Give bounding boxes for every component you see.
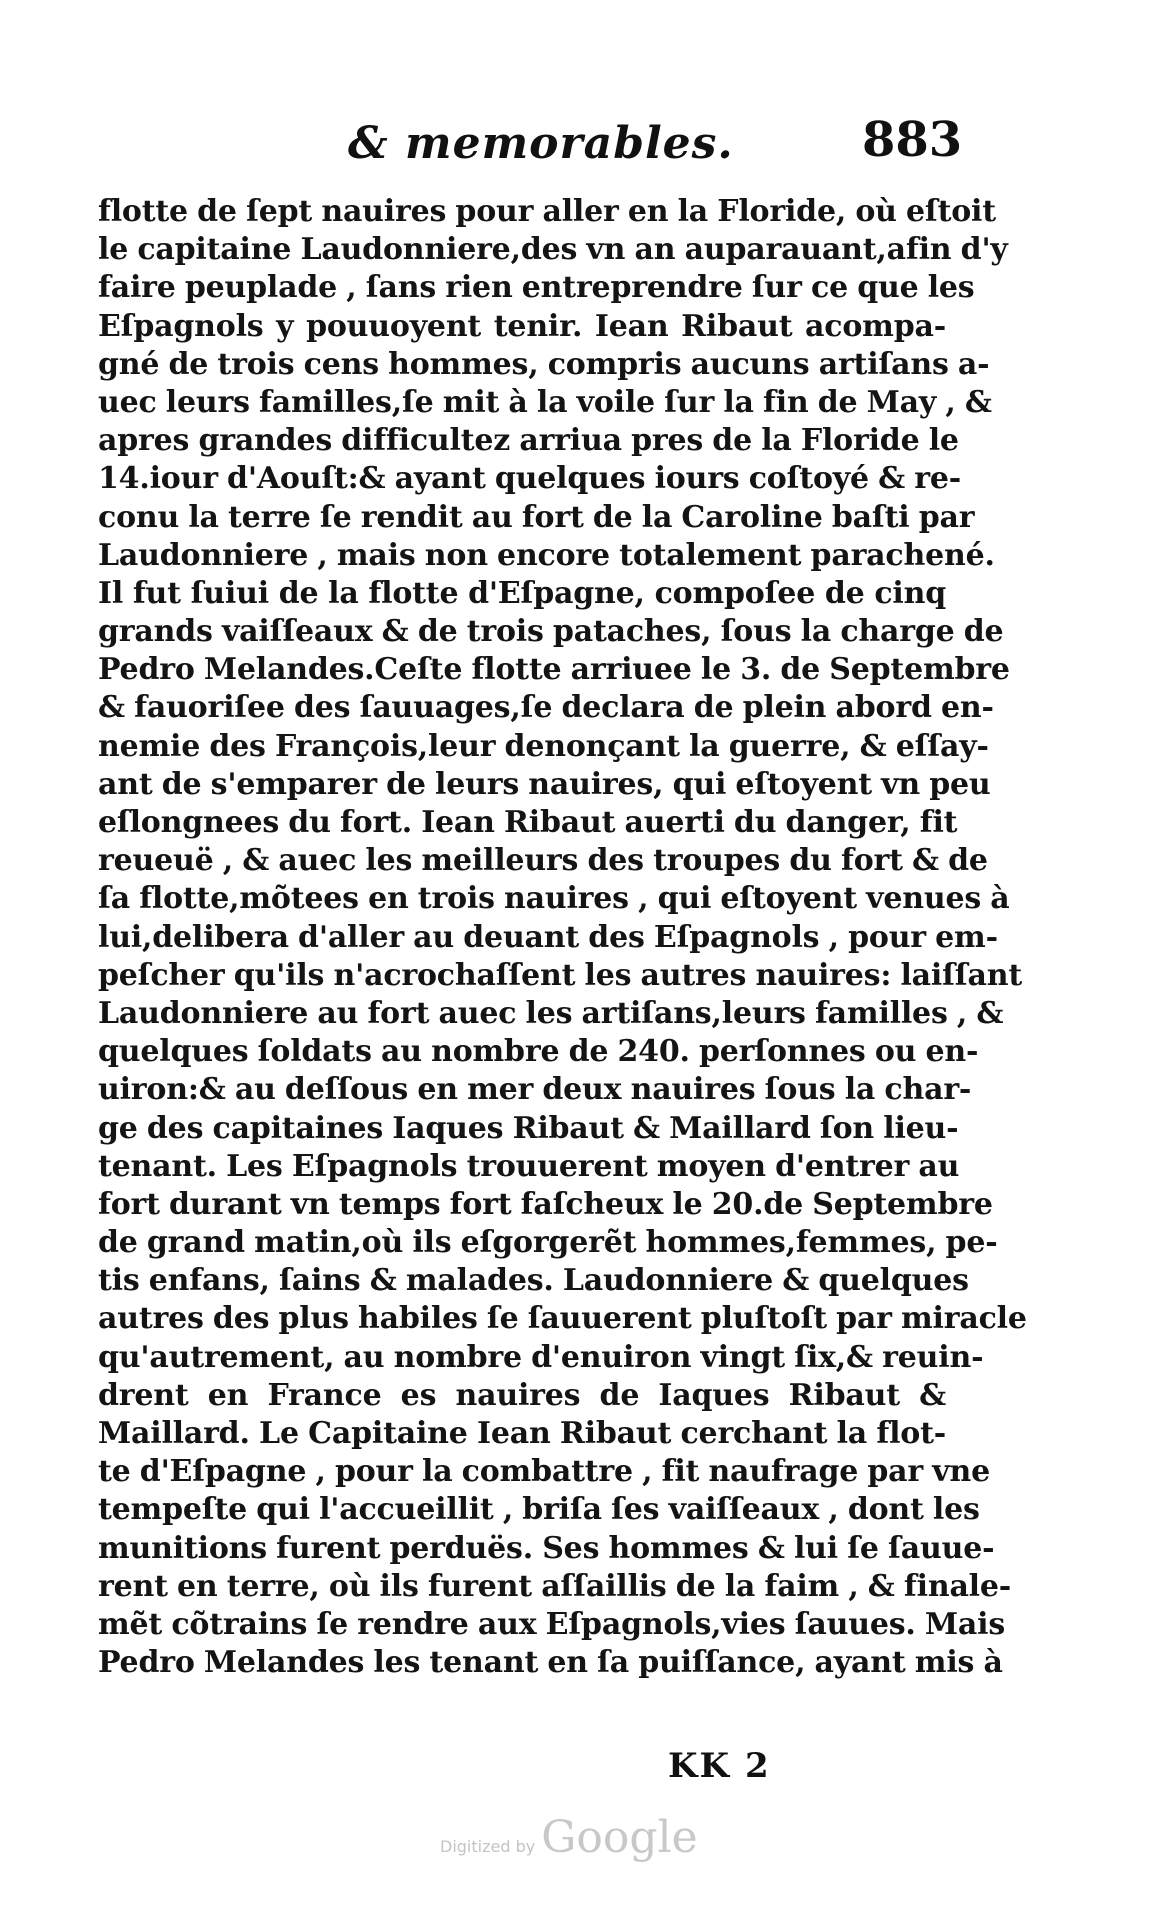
text-line: Eſpagnols y pouuoyent tenir. Iean Ribaut acompa-: [98, 308, 946, 344]
text-line: te d'Eſpagne , pour la combattre , fit naufrage par vne: [98, 1454, 990, 1490]
text-line: Il fut ſuiui de la flotte d'Eſpagne, compoſee de cinq: [98, 575, 946, 611]
text-line: tempeſte qui l'accueillit , briſa ſes vaiſſeaux , dont les: [98, 1492, 980, 1528]
text-line: Pedro Melandes.Ceſte flotte arriuee le 3. de Septembre: [98, 652, 1010, 688]
text-line: rent en terre, où ils furent aſſaillis de la faim , & finale-: [98, 1568, 1012, 1604]
text-line: grands vaiſſeaux & de trois pataches, ſous la charge de: [98, 614, 1004, 650]
text-line: autres des plus habiles ſe ſauuerent pluſtoſt par miracle: [98, 1301, 1027, 1337]
text-line: reueuë , & auec les meilleurs des troupes du fort & de: [98, 843, 988, 879]
text-line: eſlongnees du fort. Iean Ribaut auerti du danger, fit: [98, 805, 958, 840]
text-line: conu la terre ſe rendit au fort de la Caroline baſti par: [98, 499, 975, 535]
page-number: 883: [862, 112, 963, 168]
text-line: & fauoriſee des ſauuages,ſe declara de plein abord en-: [98, 690, 994, 726]
text-line: peſcher qu'ils n'acrochaſſent les autres nauires: laiſſant: [98, 957, 1022, 993]
text-line: Laudonniere au fort auec les artiſans,leurs familles , &: [98, 995, 1004, 1031]
text-line: lui,delibera d'aller au deuant des Eſpagnols , pour em-: [98, 919, 998, 955]
text-line: Maillard. Le Capitaine Iean Ribaut cerchant la flot-: [98, 1416, 946, 1451]
text-line: munitions furent perduës. Ses hommes & lui ſe ſauue-: [98, 1530, 995, 1566]
google-logo: Google: [541, 1812, 698, 1863]
digitized-label: Digitized by: [440, 1837, 536, 1856]
text-line: ge des capitaines Iaques Ribaut & Maillard ſon lieu-: [98, 1110, 959, 1146]
text-line: drent en France es nauires de Iaques Ribaut &: [98, 1377, 946, 1413]
text-line: uec leurs familles,ſe mit à la voile ſur la fin de May , &: [98, 384, 992, 420]
text-line: qu'autrement, au nombre d'enuiron vingt ſix,& reuin-: [98, 1339, 984, 1375]
text-line: ant de s'emparer de leurs nauires, qui eſtoyent vn peu: [98, 766, 991, 802]
text-line: apres grandes difficultez arriua pres de la Floride le: [98, 423, 959, 459]
text-line: de grand matin,où ils eſgorgerẽt hommes,femmes, pe-: [98, 1225, 998, 1261]
running-head: & memorables.: [348, 118, 734, 169]
text-line: tis enfans, ſains & malades. Laudonniere & quelques: [98, 1263, 969, 1299]
text-line: tenant. Les Eſpagnols trouuerent moyen d'entrer au: [98, 1148, 960, 1184]
signature-mark: KK 2: [668, 1746, 771, 1786]
text-line: ſa flotte,mõtees en trois nauires , qui eſtoyent venues à: [98, 881, 1010, 917]
text-line: Laudonniere , mais non encore totalement parachené.: [98, 537, 995, 573]
text-line: faire peuplade , ſans rien entreprendre ſur ce que les: [98, 270, 975, 306]
text-line: le capitaine Laudonniere,des vn an auparauant,afin d'y: [98, 232, 1008, 268]
digitized-by-watermark: [440, 1812, 698, 1863]
text-line: Pedro Melandes les tenant en ſa puiſſance, ayant mis à: [98, 1645, 1003, 1681]
text-line: quelques ſoldats au nombre de 240. perſonnes ou en-: [98, 1034, 979, 1070]
text-line: flotte de ſept nauires pour aller en la Floride, où eſtoit: [98, 194, 996, 229]
text-line: mẽt cõtrains ſe rendre aux Eſpagnols,vies ſauues. Mais: [98, 1606, 1006, 1642]
text-line: fort durant vn temps fort faſcheux le 20.de Septembre: [98, 1186, 993, 1222]
body-text: [98, 193, 1027, 1682]
text-line: gné de trois cens hommes, compris aucuns artiſans a-: [98, 346, 990, 382]
text-line: uiron:& au deſſous en mer deux nauires ſous la char-: [98, 1072, 972, 1108]
text-line: 14.iour d'Aouſt:& ayant quelques iours coſtoyé & re-: [98, 461, 962, 497]
text-line: nemie des François,leur denonçant la guerre, & eſſay-: [98, 728, 989, 764]
